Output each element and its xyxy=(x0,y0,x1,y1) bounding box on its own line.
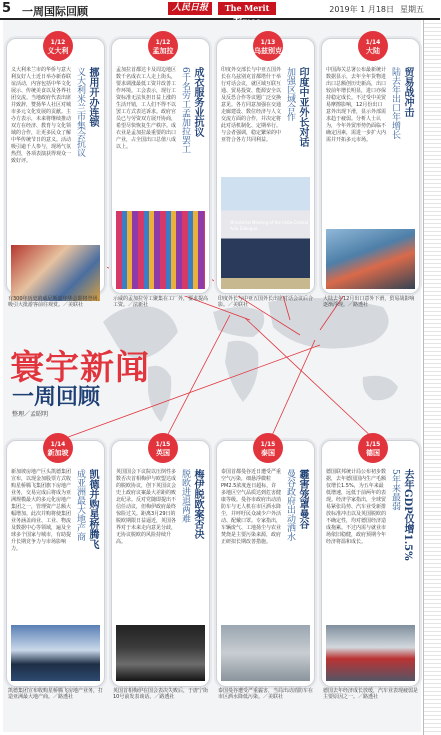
story-card-uk[interactable] xyxy=(111,440,210,687)
photo-caption: 印度外长与中亚五国外长出席对话会议后合影。／美联社 xyxy=(218,296,314,308)
issue-weekday: 星期五 xyxy=(400,5,424,14)
paper-name: The Merit xyxy=(218,2,276,15)
photo-caption: 德国去年经济成长放缓，汽车业表现疲弱是主要原因之一。／路透社 xyxy=(323,688,419,700)
story-headline: 去年GDP仅增1.5% xyxy=(402,469,413,561)
photo-banner-text: Ministerial Meeting of the India-Central Asia Dialogue xyxy=(230,220,309,231)
photo-caption: 泰国曼谷遭受严重霾害，当局出动消防车在市区洒水降低污染。／美联社 xyxy=(218,688,314,700)
story-body: 德国联邦统计局公布初步数据，去年德国国内生产毛额仅增长1.5%，为五年来最低增速，远低于前两年的表现。经济学家指出，全球贸易紧张局势、汽车业受新排放标准冲击以及英国脱欧的不确定性，均对德国经济造成拖累。不过内需与就业市场依旧稳健，政府预期今年经济将温和成长。 xyxy=(326,469,387,545)
story-card-uzbekistan[interactable] xyxy=(216,38,315,294)
story-card-singapore[interactable] xyxy=(6,440,105,687)
story-subhead: 5年来最弱 xyxy=(390,469,400,511)
story-card-mainland[interactable] xyxy=(321,38,420,294)
story-body: 义大利米兰市的华侨与意大利友好人士近日举办新春联谊活动，内容包括中华文化展示、传统美食以及各界社团交流。当地政府代表出席并致辞，赞扬华人社区对城市多元文化发展的贡献。主办方表示，未来将继续推动双方在经济、教育与文化领域的合作，让更多民众了解中华传统节日的意义。活动吸引逾千人参与，现场气氛热烈，各项表演获得观众一致好评。 xyxy=(11,67,72,164)
story-headline: 成衣服务业抗议 xyxy=(192,67,203,137)
date-badge: 1/15 英国 xyxy=(148,433,178,463)
story-subhead: 成亚洲最大地产商 xyxy=(75,469,85,541)
photo-caption: 示威的孟加拉劳工聚集在工厂外，要求提高工资。／法新社 xyxy=(113,296,209,308)
story-subhead: 加强区域合作 xyxy=(285,67,295,121)
story-subhead: 曼谷政府出动洒水 xyxy=(285,469,295,541)
story-subhead: 6千名劳工孟加拉罢工 xyxy=(180,67,190,154)
story-subhead: 脱欧进退两难 xyxy=(180,469,190,523)
story-headline: 挪用开办连锁 xyxy=(87,67,98,127)
story-body: 孟加拉首都达卡及周边地区数千名成衣工人走上街头，要求调涨最低工资并改善工作环境。工会表示，现行工资标准无法负担日益上涨的生活开销，工人们不得不以罢工方式表达诉求。政府官员已与劳资双方展开协商，希望尽快恢复生产秩序。成衣业是孟加拉最重要的出口产业，占全国出口总值八成以上。 xyxy=(116,67,177,150)
date-badge: 1/12 义大利 xyxy=(43,31,73,61)
feature-byline: 整理／孟昭明 xyxy=(12,411,49,418)
date-badge: 1/12 孟加拉 xyxy=(148,31,178,61)
story-card-bangladesh[interactable] xyxy=(111,38,210,294)
page-number: 5 xyxy=(2,1,12,16)
issue-date: 2019年 1 月18日 xyxy=(329,5,394,14)
story-photo xyxy=(326,625,415,681)
story-subhead: 义大利米兰市集会抗议 xyxy=(75,67,85,157)
photo-caption: 大陆去年12月出口意外下滑，贸易战影响逐渐浮现。／路透社 xyxy=(323,296,415,308)
story-body: 中国海关总署公布最新统计数据显示，去年全年货物进出口总额创历史新高，出口较前年增长明显，进口亦保持稳定成长。不过受中美贸易摩擦影响，12月份出口意外出现下滑，显示外部需求趋于疲弱。分析人士认为，今年外贸形势仍面临不确定因素，需进一步扩大内需并开拓多元市场。 xyxy=(326,67,387,143)
section-title: 一周国际回顾 xyxy=(22,5,88,18)
story-card-italy[interactable] xyxy=(6,38,105,294)
date-badge: 1/15 德国 xyxy=(358,433,388,463)
story-card-thailand[interactable] xyxy=(216,440,315,687)
story-body: 印度外交部长与中亚五国外长在乌兹别克首都塔什干举行对话会议，就区域互联互通、贸易投资、能源安全以及反恐合作等议题广泛交换意见。各方同意加强在交通走廊建设、数位经济与人文交流方面的合作，并决定将此对话机制化、定期举行。与会者强调，稳定繁荣的中亚符合各方共同利益。 xyxy=(221,67,282,143)
story-headline: 霾害笼罩曼谷 xyxy=(297,469,308,529)
story-photo xyxy=(221,177,310,289)
story-subhead: 陆去年出口年增长 xyxy=(390,67,400,139)
date-badge: 1/15 泰国 xyxy=(253,433,283,463)
story-photo xyxy=(116,625,205,681)
story-body: 英国国会下议院以压倒性多数否决首相梅伊与欧盟达成的脱欧协议，创下英国议会史上政府议案最大差距的败北纪录。反对党随即提出不信任动议，但梅伊政府最终惊险过关。距离3月29日的脱欧期限日益逼近，英国各界对于未来走向意见分歧，无协议脱欧的风险持续升高。 xyxy=(116,469,177,545)
story-photo xyxy=(11,245,100,301)
story-card-germany[interactable] xyxy=(321,440,420,687)
photo-caption: 有300年历史的威尼斯嘉年华会即将登场，吸引大批游客前往观赏。／美联社 xyxy=(8,296,103,308)
side-margin-strip xyxy=(423,20,441,735)
feature-subtitle: 一周回顾 xyxy=(12,384,101,410)
story-headline: 贸易战冲击 xyxy=(402,67,413,117)
story-headline: 梅伊脱欧案否决 xyxy=(192,469,203,539)
photo-caption: 凯德集团宣布收购星桥腾飞房地产业务，打造亚洲最大地产商。／路透社 xyxy=(8,688,104,700)
story-body: 新加坡房地产巨头凯德集团宣布，以现金加股票方式收购星桥腾飞集团旗下房地产业务，交易完成后将成为亚洲规模最大的多元化房地产集团之一，管理资产总额大幅增加。此次并购将使集团业务涵盖商业、工业、物流及数据中心等领域，遍及全球多个国家与城市，有助提升长期竞争力与市场影响力。 xyxy=(11,469,72,552)
story-photo xyxy=(116,211,205,289)
photo-caption: 英国首相梅伊在国会表决失败后，于唐宁街10号前发表谈话。／路透社 xyxy=(113,688,209,700)
story-headline: 凯德并购星桥腾飞 xyxy=(87,469,98,549)
date-badge: 1/14 大陆 xyxy=(358,31,388,61)
feature-title: 寰宇新闻 xyxy=(10,348,150,388)
page-header xyxy=(0,0,440,20)
story-photo xyxy=(326,229,415,289)
story-body: 泰国首都曼谷近日遭受严重空气污染，细悬浮微粒PM2.5浓度连日超标，许多地区空气品质达到危害健康等级。曼谷市政府出动消防车与无人机在市区洒水降尘，并呼吁民众减少户外活动、配戴口罩。专家指出，车辆废气、工地扬尘与农业焚烧是主要污染来源，政府正研拟长期改善措施。 xyxy=(221,469,282,545)
date-badge: 1/13 乌兹别克 xyxy=(253,31,283,61)
story-photo xyxy=(221,625,310,681)
story-photo xyxy=(11,625,100,681)
story-headline: 印度中亚外长对话 xyxy=(297,67,308,147)
date-badge: 1/14 新加坡 xyxy=(43,433,73,463)
newspaper-logo: 人民日报 xyxy=(168,2,212,15)
